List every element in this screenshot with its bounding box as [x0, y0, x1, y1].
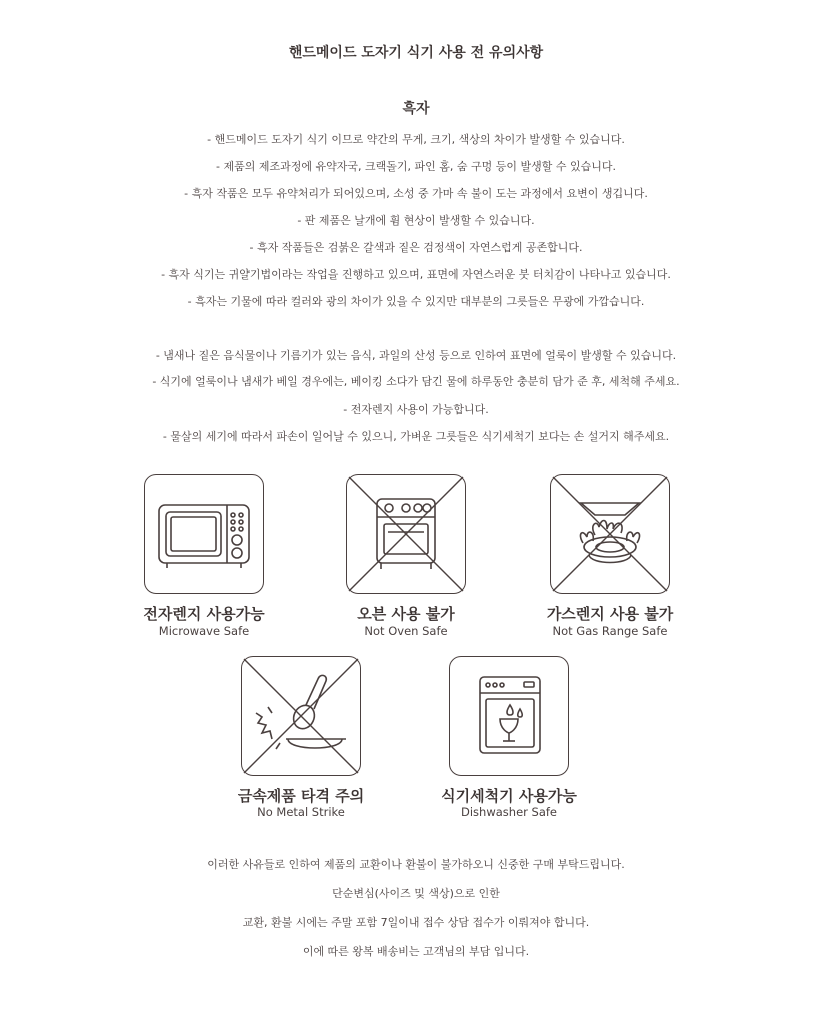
- dishwasher-safe-card: [449, 656, 569, 776]
- footer-line: 단순변심(사이즈 및 색상)으로 인한: [332, 887, 500, 900]
- usage-line: - 물살의 세기에 따라서 파손이 일어날 수 있으니, 가벼운 그릇들은 식기세척기 보다는 손 설거지 해주세요.: [162, 430, 670, 443]
- dishwasher-icon: [450, 657, 568, 775]
- note-line: - 흑자 식기는 귀얄기법이라는 작업을 진행하고 있으며, 표면에 자연스러운 붓 터치감이 나타나고 있습니다.: [161, 268, 671, 281]
- note-line: - 판 제품은 날개에 휨 현상이 발생할 수 있습니다.: [297, 214, 535, 227]
- microwave-safe-card: [144, 474, 264, 594]
- dishwasher-label-en: Dishwasher Safe: [461, 805, 557, 819]
- note-line: - 핸드메이드 도자기 식기 이므로 약간의 무게, 크기, 색상의 차이가 발생할 수 있습니다.: [207, 133, 625, 146]
- page-title: 핸드메이드 도자기 식기 사용 전 유의사항: [288, 45, 544, 61]
- usage-line: - 냄새나 짙은 음식물이나 기름기가 있는 음식, 과일의 산성 등으로 인하여 표면에 얼룩이 발생할 수 있습니다.: [155, 349, 677, 362]
- no-metal-strike-card: [241, 656, 361, 776]
- usage-line: - 전자렌지 사용이 가능합니다.: [343, 403, 489, 416]
- gas-range-label-en: Not Gas Range Safe: [552, 624, 668, 638]
- footer-line: 이에 따른 왕복 배송비는 고객님의 부담 입니다.: [302, 945, 530, 958]
- metal-strike-label-ko: 금속제품 타격 주의: [237, 787, 365, 805]
- metal-strike-label-en: No Metal Strike: [257, 805, 345, 819]
- gas-range-icon: [551, 475, 669, 593]
- metal-strike-icon: [242, 657, 360, 775]
- section-title: 흑자: [402, 101, 430, 117]
- note-line: - 흑자 작품들은 검붉은 갈색과 짙은 검정색이 자연스럽게 공존합니다.: [249, 241, 583, 254]
- not-gas-range-safe-card: [550, 474, 670, 594]
- note-line: - 제품의 제조과정에 유약자국, 크랙돌기, 파인 홈, 숨 구멍 등이 발생할 수 있습니다.: [216, 160, 616, 173]
- dishwasher-label-ko: 식기세척기 사용가능: [441, 787, 577, 805]
- oven-label-ko: 오븐 사용 불가: [357, 605, 455, 623]
- note-line: - 흑자 작품은 모두 유약처리가 되어있으며, 소성 중 가마 속 불이 도는 과정에서 요변이 생깁니다.: [184, 187, 648, 200]
- not-oven-safe-card: [346, 474, 466, 594]
- note-line: - 흑자는 기물에 따라 컬러와 광의 차이가 있을 수 있지만 대부분의 그릇들은 무광에 가깝습니다.: [187, 295, 645, 308]
- usage-line: - 식기에 얼룩이나 냄새가 베일 경우에는, 베이킹 소다가 담긴 물에 하루동안 충분히 담가 준 후, 세척해 주세요.: [152, 375, 680, 388]
- oven-icon: [347, 475, 465, 593]
- footer-line: 이러한 사유들로 인하여 제품의 교환이나 환불이 불가하오니 신중한 구매 부탁드립니다.: [207, 858, 625, 871]
- footer-line: 교환, 환불 시에는 주말 포함 7일이내 접수 상담 접수가 이뤄져야 합니다.: [242, 916, 590, 929]
- oven-label-en: Not Oven Safe: [364, 624, 448, 638]
- microwave-label-en: Microwave Safe: [158, 624, 250, 638]
- gas-range-label-ko: 가스렌지 사용 불가: [546, 605, 674, 623]
- microwave-icon: [145, 475, 263, 593]
- microwave-label-ko: 전자렌지 사용가능: [143, 605, 265, 623]
